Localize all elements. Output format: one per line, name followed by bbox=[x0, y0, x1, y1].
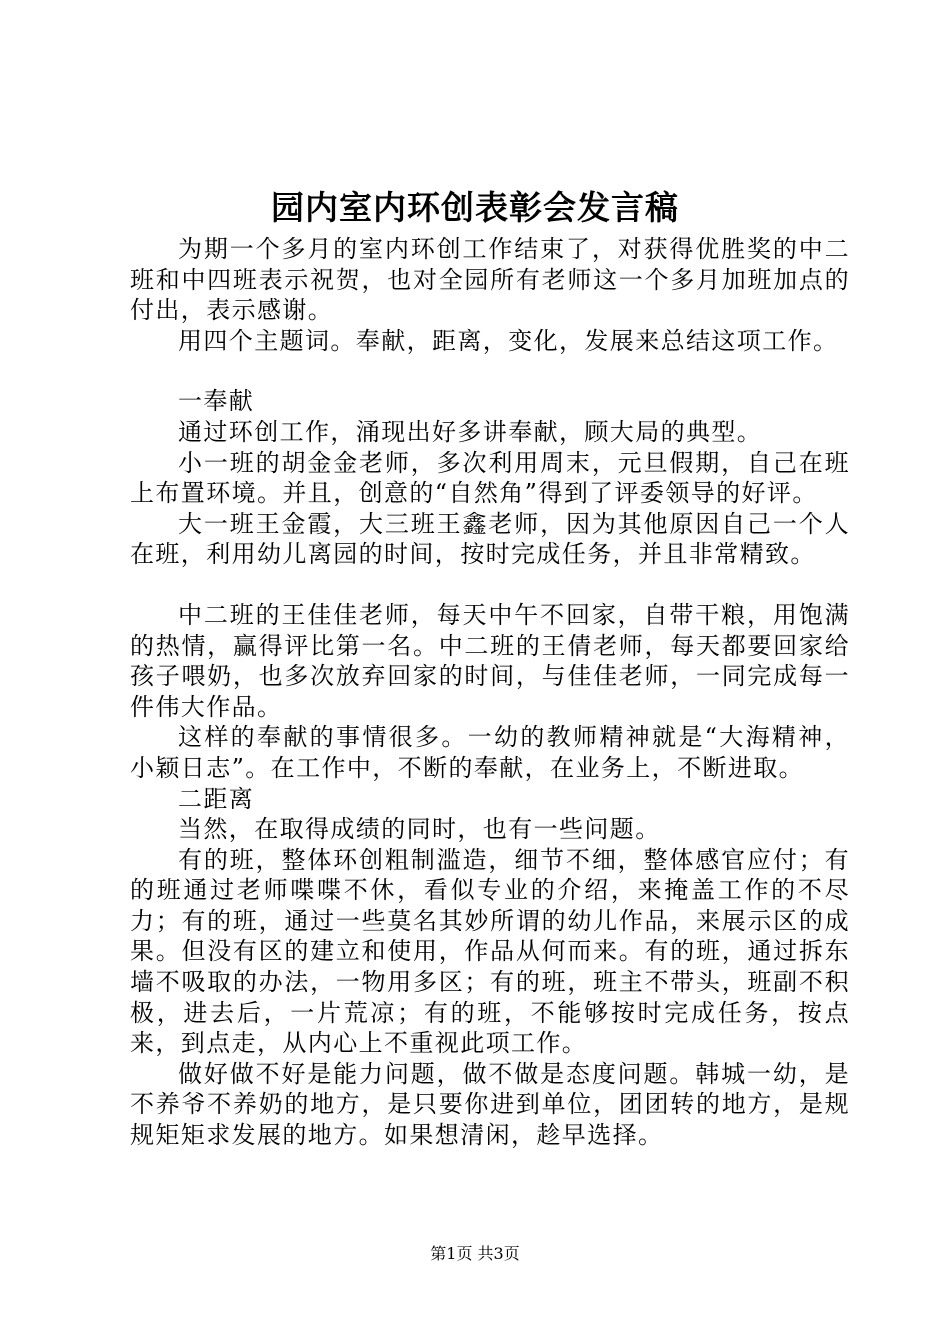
paragraph: 为期一个多月的室内环创工作结束了，对获得优胜奖的中二班和中四班表示祝贺，也对全园所有老师这一个多月加班加点的付出，表示感谢。 bbox=[130, 235, 850, 325]
document-title: 园内室内环创表彰会发言稿 bbox=[271, 188, 679, 227]
section-heading-2: 二距离 bbox=[178, 784, 255, 813]
paragraph: 有的班，整体环创粗制滥造，细节不细，整体感官应付；有的班通过老师喋喋不休，看似专业的介绍，来掩盖工作的不尽力；有的班，通过一些莫名其妙所谓的幼儿作品，来展示区的成果。但没有区的建立和使用，作品从何而来。有的班，通过拆东墙不吸取的办法，一物用多区；有的班，班主不带头，班副不积极，进去后，一片荒凉；有的班，不能够按时完成任务，按点来，到点走，从内心上不重视此项工作。 bbox=[130, 845, 850, 1058]
paragraph: 这样的奉献的事情很多。一幼的教师精神就是“大海精神，小颖日志”。在工作中，不断的奉献，在业务上，不断进取。 bbox=[130, 723, 850, 782]
paragraph: 做好做不好是能力问题，做不做是态度问题。韩城一幼，是不养爷不养奶的地方，是只要你进到单位，团团转的地方，是规规矩矩求发展的地方。如果想清闲，趁早选择。 bbox=[130, 1059, 850, 1150]
document-body bbox=[130, 234, 850, 1151]
section-heading-1: 一奉献 bbox=[178, 387, 255, 416]
paragraph: 小一班的胡金金老师，多次利用周末，元旦假期，自己在班上布置环境。并且，创意的“自然角”得到了评委领导的好评。 bbox=[130, 448, 850, 508]
paragraph: 当然，在取得成绩的同时，也有一些问题。 bbox=[178, 815, 661, 844]
paragraph: 通过环创工作，涌现出好多讲奉献，顾大局的典型。 bbox=[178, 417, 763, 446]
paragraph: 大一班王金霞，大三班王鑫老师，因为其他原因自己一个人在班，利用幼儿离园的时间，按时完成任务，并且非常精致。 bbox=[130, 509, 850, 569]
paragraph: 中二班的王佳佳老师，每天中午不回家，自带干粮，用饱满的热情，赢得评比第一名。中二班的王倩老师，每天都要回家给孩子喂奶，也多次放弃回家的时间，与佳佳老师，一同完成每一件伟大作品。 bbox=[130, 600, 850, 721]
page-footer: 第1页 共3页 bbox=[430, 1244, 520, 1263]
paragraph: 用四个主题词。奉献，距离，变化，发展来总结这项工作。 bbox=[178, 326, 839, 355]
